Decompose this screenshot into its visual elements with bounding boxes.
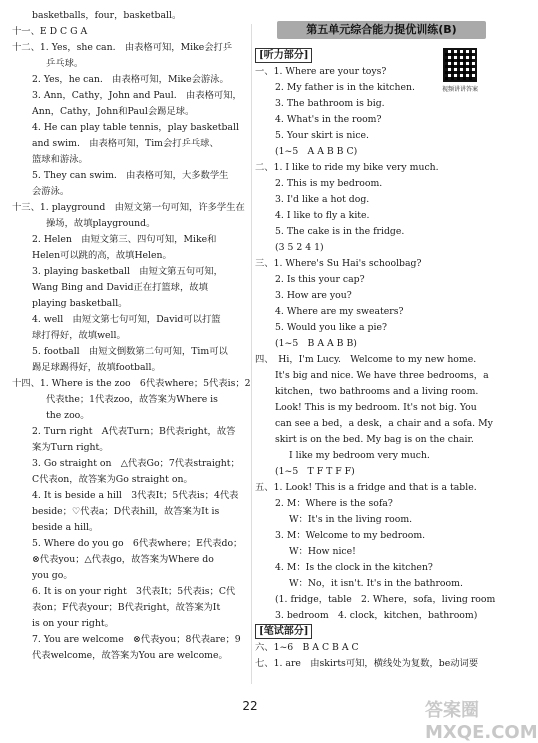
answer-line-left: 代表the；1代表zoo，故答案为Where is <box>46 394 218 405</box>
answer-line-right: 2. This is my bedroom. <box>275 178 383 189</box>
answer-line-left: basketballs，four，basketball。 <box>32 10 182 21</box>
answer-line-right: 5. The cake is in the fridge. <box>275 226 405 237</box>
answer-line-left: beside a hill。 <box>32 522 99 533</box>
column-divider <box>251 24 252 684</box>
answer-line-right: It's big and nice. We have three bedrooms，a <box>275 370 489 381</box>
answer-line-left: 2. Yes，he can. 由表格可知，Mike会游泳。 <box>32 74 229 85</box>
answer-line-right: I like my bedroom very much. <box>289 450 430 461</box>
answer-line-right: 2. M：Where is the sofa? <box>275 498 393 509</box>
answer-line-left: 球打得好，故填well。 <box>32 330 126 341</box>
answer-line-right: W：How nice! <box>289 546 356 557</box>
page-number: 22 <box>242 699 258 713</box>
answer-line-right: 3. I'd like a hot dog. <box>275 194 370 205</box>
answer-line-right: (1~5 B A A B B) <box>275 338 357 349</box>
answer-line-right: Look! This is my bedroom. It's not big. You <box>275 402 477 413</box>
answer-line-right: 三、1. Where's Su Hai's schoolbag? <box>255 258 422 269</box>
answer-line-right: 3. How are you? <box>275 290 352 301</box>
answer-line-right: (1. fridge，table 2. Where，sofa，living room <box>275 594 496 605</box>
answer-line-right: 4. M：Is the clock in the kitchen? <box>275 562 433 573</box>
answer-line-right: kitchen，two bathrooms and a living room. <box>275 386 479 397</box>
answer-line-left: C代表on，故答案为Go straight on。 <box>32 474 193 485</box>
answer-line-left: 表on；F代表your；B代表right，故答案为It <box>32 602 221 613</box>
answer-line-right: 2. My father is in the kitchen. <box>275 82 415 93</box>
answer-line-right: 3. bedroom 4. clock，kitchen，bathroom) <box>275 610 478 621</box>
answer-line-left: playing basketball。 <box>32 298 128 309</box>
answer-line-right: (1~5 A A B B C) <box>275 146 358 157</box>
answer-line-right: 4. What's in the room? <box>275 114 382 125</box>
answer-line-left: 乒乓球。 <box>46 58 84 69</box>
answer-line-right: 二、1. I like to ride my bike very much. <box>255 162 439 173</box>
right-column <box>255 44 496 672</box>
section-label: [听力部分] <box>255 48 312 63</box>
answer-line-left: 7. You are welcome ⊗代表you；8代表are；9 <box>32 634 241 645</box>
answer-line-left: 5. They can swim. 由表格可知，大多数学生 <box>32 170 229 181</box>
answer-line-left: 操场，故填playground。 <box>46 218 156 229</box>
answer-line-left: 十一、E D C G A <box>12 26 88 37</box>
answer-line-left: 3. Ann，Cathy，John and Paul. 由表格可知， <box>32 90 242 101</box>
answer-line-left: 4. He can play table tennis，play basketball <box>32 122 239 133</box>
answer-line-left: 踢足球踢得好，故填football。 <box>32 362 161 373</box>
answer-line-right: W：No，it isn't. It's in the bathroom. <box>289 578 463 589</box>
answer-line-right: 四、 Hi，I'm Lucy. Welcome to my new home. <box>255 354 477 365</box>
answer-line-right <box>255 48 493 64</box>
answer-line-left: 代表welcome，故答案为You are welcome。 <box>32 650 228 661</box>
answer-line-left: beside；♡代表a；D代表hill，故答案为It is <box>32 506 220 517</box>
answer-line-left: ⊗代表you；△代表go，故答案为Where do <box>32 554 214 565</box>
answer-line-right: 4. Where are my sweaters? <box>275 306 404 317</box>
answer-line-right: 一、1. Where are your toys? <box>255 66 387 77</box>
answer-line-left: Wang Bing and David正在打篮球，故填 <box>32 282 208 293</box>
qr-caption: 视频讲讲答案 <box>441 86 478 93</box>
answer-line-left: 5. football 由短文倒数第二句可知，Tim可以 <box>32 346 228 357</box>
answer-line-left: and swim. 由表格可知，Tim会打乒乓球、 <box>32 138 219 149</box>
answer-line-right: 3. M：Welcome to my bedroom. <box>275 530 426 541</box>
answer-line-left: 4. well 由短文第七句可知，David可以打篮 <box>32 314 221 325</box>
answer-line-left: 篮球和游泳。 <box>32 154 88 165</box>
answer-line-right: 3. The bathroom is big. <box>275 98 385 109</box>
section-label: [笔试部分] <box>255 624 312 639</box>
answer-line-right: skirt is on the bed. My bag is on the chair. <box>275 434 474 445</box>
answer-line-right: 5. Your skirt is nice. <box>275 130 369 141</box>
answer-line-right: (3 5 2 4 1) <box>275 242 324 253</box>
answer-line-left: the zoo。 <box>46 410 90 421</box>
answer-line-right: 七、1. are 由skirts可知，横线处为复数，be动词要 <box>255 658 479 669</box>
answer-line-right: 2. Is this your cap? <box>275 274 365 285</box>
answer-line-right: W：It's in the living room. <box>289 514 413 525</box>
answer-line-left: 3. playing basketball 由短文第五句可知， <box>32 266 223 277</box>
answer-line-left: 2. Helen 由短文第三、四句可知，Mike和 <box>32 234 217 245</box>
answer-line-left: you go。 <box>32 570 73 581</box>
answer-line-left: 会游泳。 <box>32 186 70 197</box>
answer-line-right <box>255 624 493 640</box>
answer-line-right: 五、1. Look! This is a fridge and that is a table. <box>255 482 477 493</box>
page-title: 第五单元综合能力提优训练(B) <box>277 21 486 39</box>
answer-line-right: 5. Would you like a pie? <box>275 322 387 333</box>
watermark: 答案圈 MXQE.COM <box>425 700 538 743</box>
answer-line-left: Helen可以跳的高，故填Helen。 <box>32 250 172 261</box>
answer-line-left: 十二、1. Yes，she can. 由表格可知，Mike会打乒 <box>12 42 233 53</box>
answer-line-left: 3. Go straight on △代表Go；7代表straight； <box>32 458 240 469</box>
answer-line-right: 六、1~6 B A C B A C <box>255 642 359 653</box>
answer-line-left: 案为Turn right。 <box>32 442 109 453</box>
left-column <box>12 8 251 664</box>
answer-line-left: 5. Where do you go 6代表where；E代表do； <box>32 538 243 549</box>
answer-line-left: 十三、1. playground 由短文第一句可知，许多学生在 <box>12 202 245 213</box>
answer-line-right: (1~5 T F T F F) <box>275 466 355 477</box>
answer-line-right: 4. I like to fly a kite. <box>275 210 370 221</box>
answer-line-left: 2. Turn right A代表Turn；B代表right，故答 <box>32 426 236 437</box>
answer-line-left: is on your right。 <box>32 618 114 629</box>
answer-line-left: 十四、1. Where is the zoo 6代表where；5代表is；2 <box>12 378 251 389</box>
answer-line-left: 6. It is on your right 3代表It；5代表is；C代 <box>32 586 236 597</box>
answer-line-left: Ann，Cathy，John和Paul会踢足球。 <box>32 106 195 117</box>
answer-line-left: 4. It is beside a hill 3代表It；5代表is；4代表 <box>32 490 239 501</box>
answer-line-right: can see a bed，a desk，a chair and a sofa. My <box>275 418 493 429</box>
